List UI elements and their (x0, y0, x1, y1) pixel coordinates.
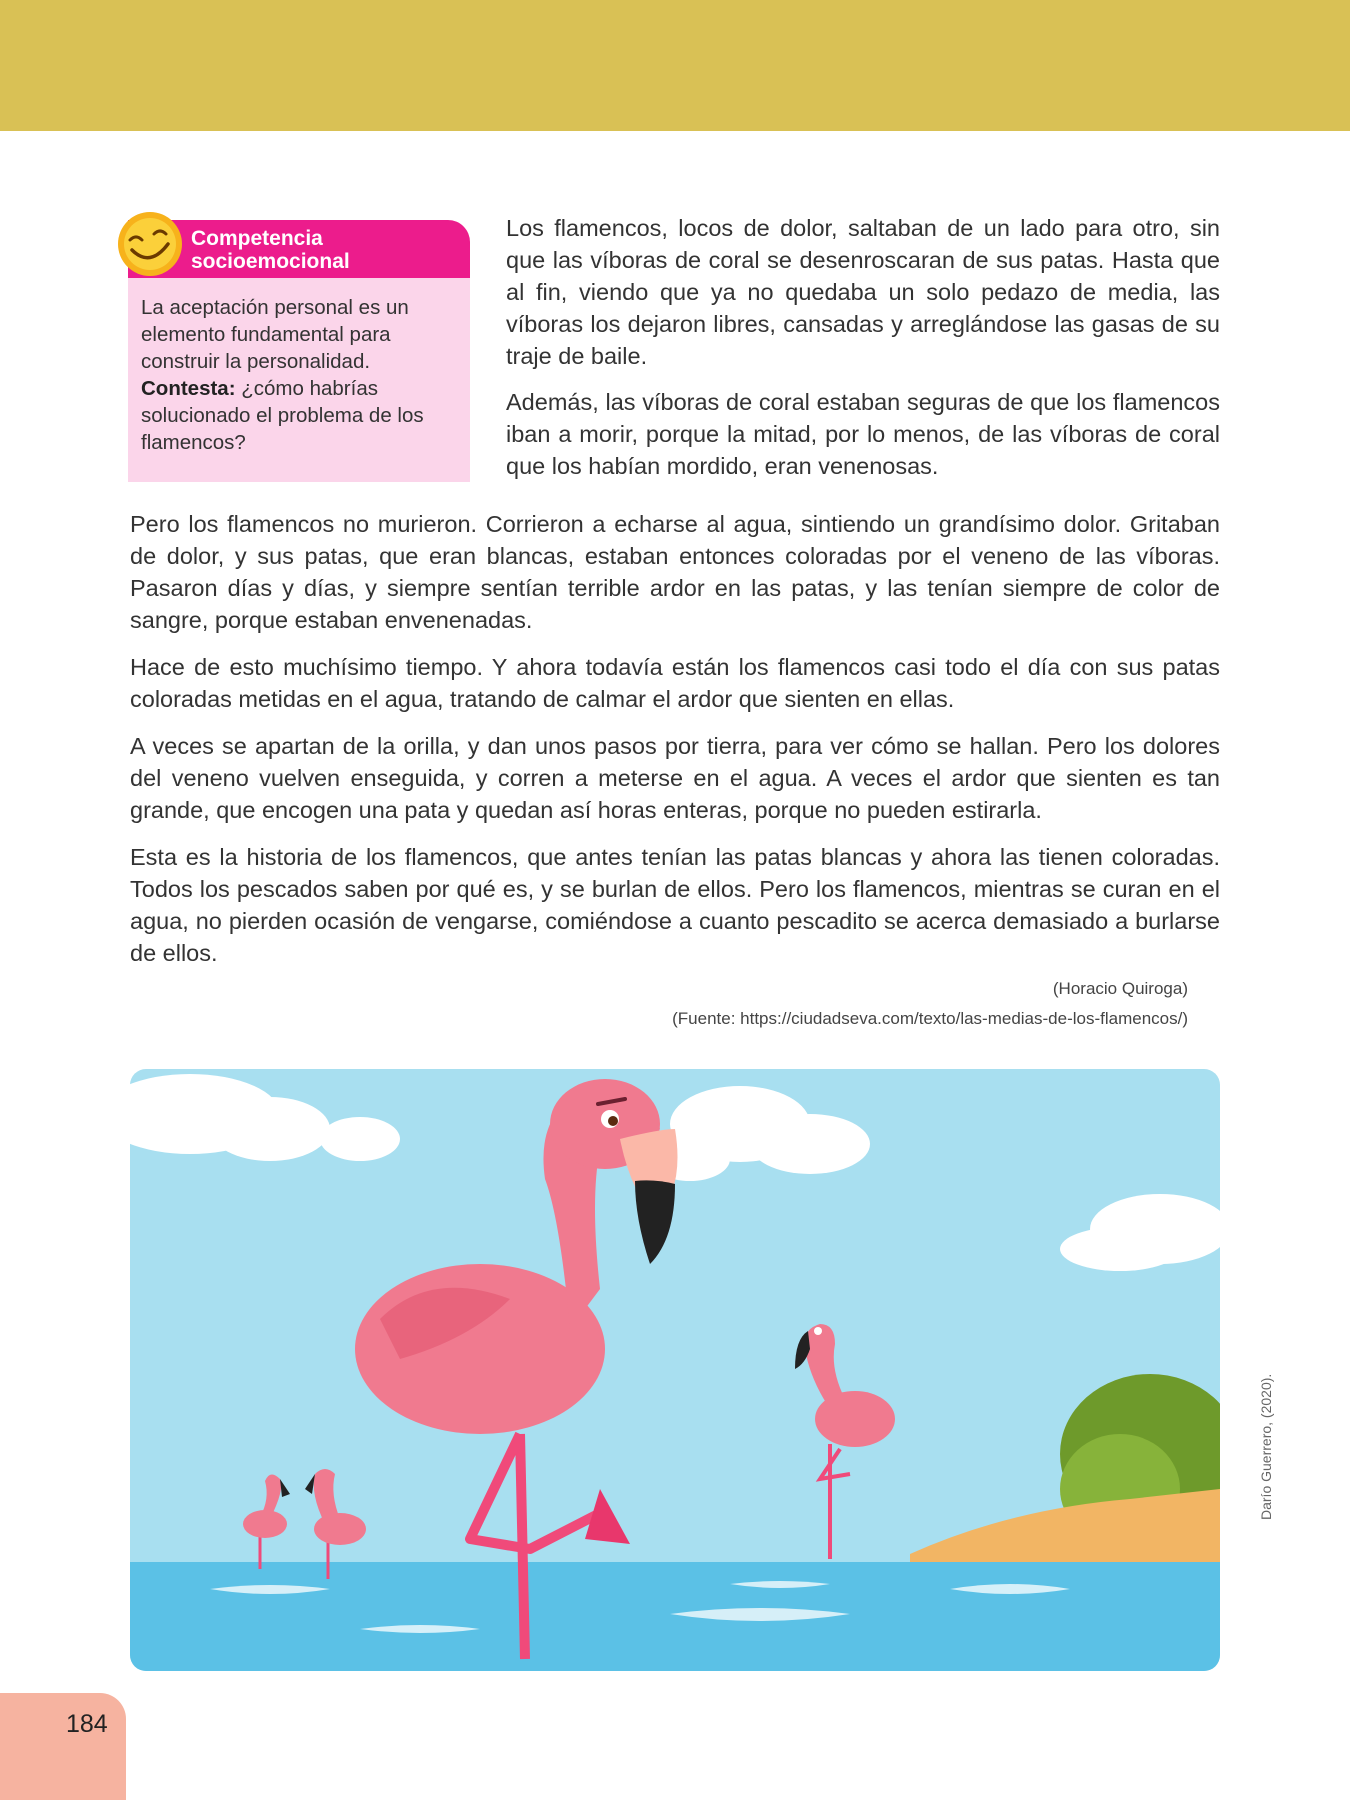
story-paragraph-6: Esta es la historia de los flamencos, que antes tenían las patas blancas y ahora las tienen coloradas. Todos los pescados saben por qué es, y se burlan de ellos. Pero los flamencos, mientras se curan en el agua, no pierden ocasión de vengarse, comiéndose a cuanto pescadito se acerca demasiado a burlarse de ellos. (130, 844, 1220, 966)
illustration-credit: Darío Guerrero, (2020). (1258, 1373, 1274, 1520)
story-paragraph-3: Pero los flamencos no murieron. Corrieron a echarse al agua, sintiendo un grandísimo dolor. Gritaban de dolor, y sus patas, que eran blancas, estaban entonces coloradas por el veneno de las víboras. Pasaron días y días, y siempre sentían terrible ardor en las patas, y las tenían siempre de color de sangre, porque estaban envenenadas. (130, 511, 1220, 633)
story-paragraph-4: Hace de esto muchísimo tiempo. Y ahora todavía están los flamencos casi todo el día con sus patas coloradas metidas en el agua, tratando de calmar el ardor que sienten en ellas. (130, 654, 1220, 712)
story-paragraph-5: A veces se apartan de la orilla, y dan unos pasos por tierra, para ver cómo se hallan. Pero los dolores del veneno vuelven enseguida, y corren a meterse en el agua. A veces el ardor que sienten es tan grande, que encogen una pata y quedan así horas enteras, porque no pueden estirarla. (130, 733, 1220, 823)
prompt-label: Contesta: (141, 377, 236, 400)
story-paragraph-2: Además, las víboras de coral estaban seguras de que los flamencos iban a morir, porque la mitad, por lo menos, de las víboras de coral que los habían mordido, eran venenosas. (506, 389, 1220, 479)
author-credit: (Horacio Quiroga) (1052, 979, 1188, 998)
page-number: 184 (66, 1710, 108, 1738)
story-paragraph-1: Los flamencos, locos de dolor, saltaban de un lado para otro, sin que las víboras de coral se desenroscaran de sus patas. Hasta que al fin, viendo que ya no quedaba un solo pedazo de media, las víboras los dejaron libres, cansadas y arreglándose las gasas de su traje de baile. (506, 215, 1220, 369)
socioemotional-text (141, 294, 461, 456)
smiley-face-icon (116, 210, 184, 278)
flamingo-illustration (130, 1069, 1220, 1671)
socioemotional-title: Competencia socioemocional (191, 227, 350, 273)
source-link[interactable]: (Fuente: https://ciudadseva.com/texto/las-medias-de-los-flamencos/) (672, 1009, 1188, 1028)
prompt-question: ¿cómo habrías solucionado el problema de los flamencos? (141, 377, 424, 454)
water (130, 1562, 1220, 1671)
socioemotional-statement: La aceptación personal es un elemento fundamental para construir la personalidad. (141, 296, 409, 373)
header-band (0, 0, 1350, 131)
socioemotional-body (128, 278, 470, 482)
